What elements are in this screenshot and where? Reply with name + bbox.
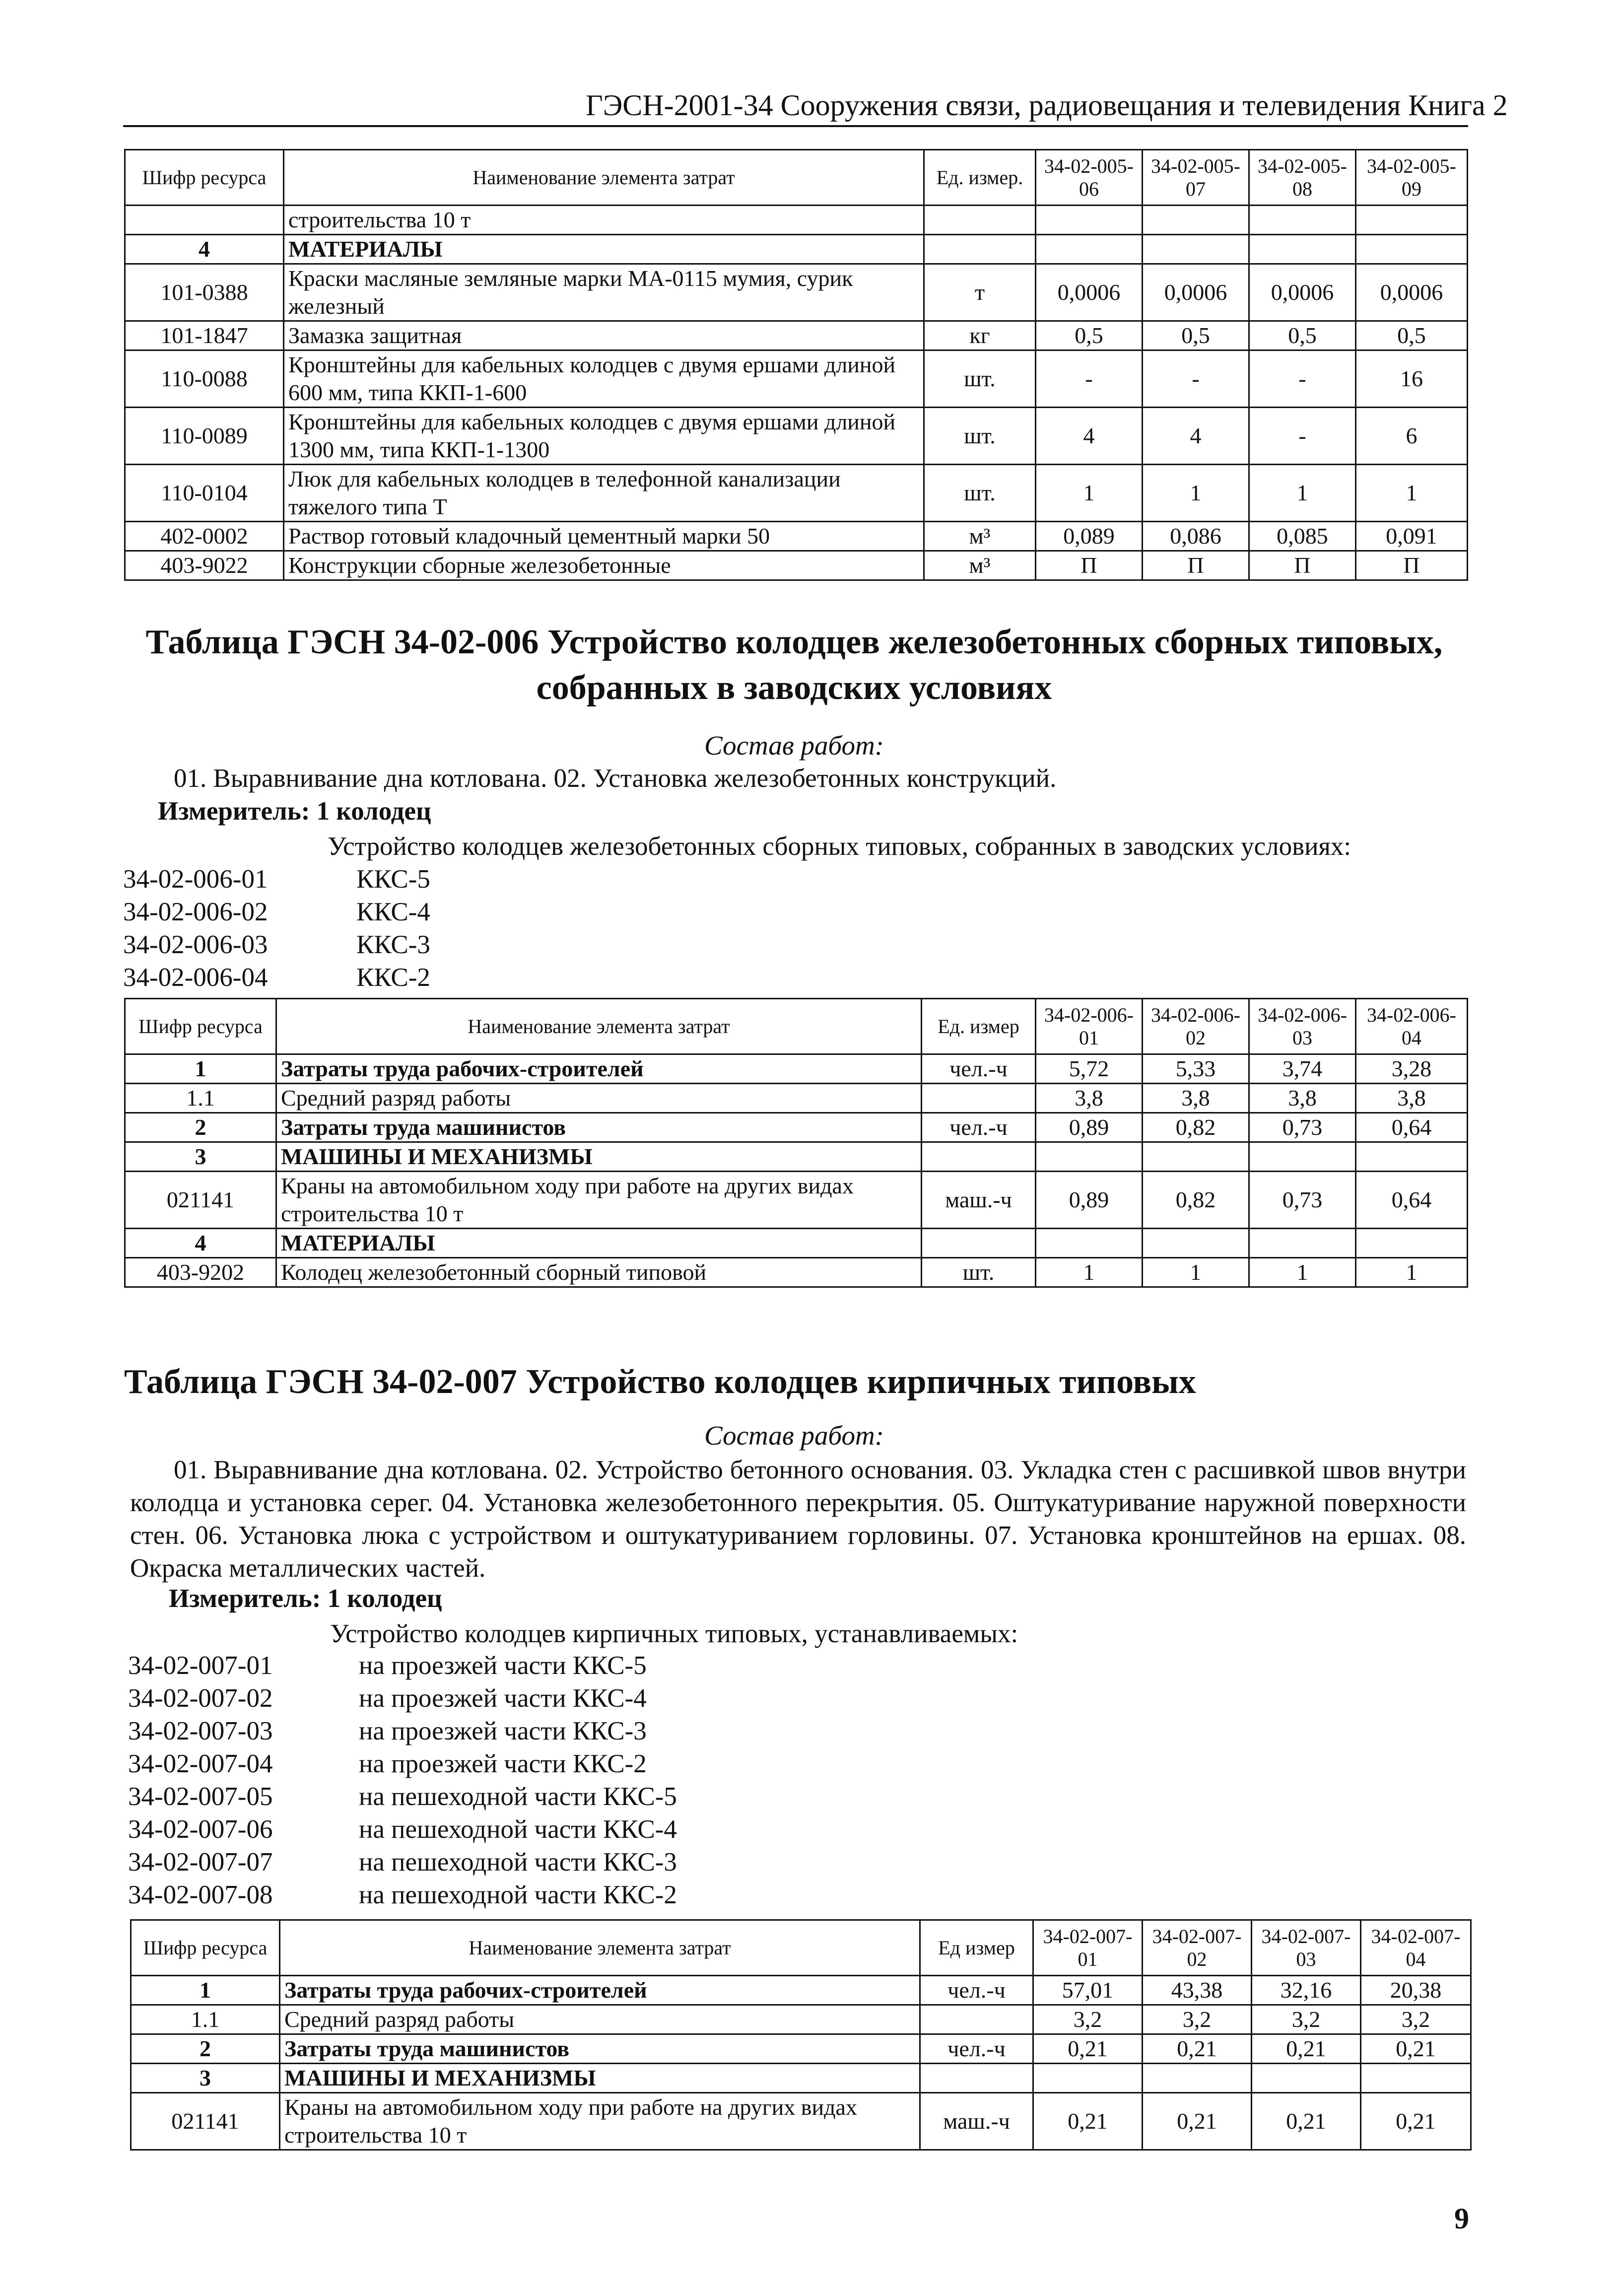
cell-unit bbox=[922, 1142, 1036, 1172]
cell-value: 0,21 bbox=[1361, 2034, 1471, 2064]
cell-unit: шт. bbox=[924, 408, 1036, 465]
cell-value: 3,8 bbox=[1249, 1084, 1356, 1113]
cell-value bbox=[1356, 1229, 1468, 1258]
cell-value: 0,89 bbox=[1036, 1113, 1143, 1142]
cell-value bbox=[1356, 206, 1468, 235]
cell-unit: маш.-ч bbox=[922, 1172, 1036, 1229]
item-text: на пешеходной части ККС-2 bbox=[359, 1880, 677, 1909]
cell-value: 0,0006 bbox=[1356, 264, 1468, 321]
cell-value: 0,21 bbox=[1033, 2034, 1143, 2064]
table-row bbox=[125, 264, 1468, 321]
cell-value: П bbox=[1249, 551, 1356, 580]
cell-value: 4 bbox=[1036, 408, 1143, 465]
cell-value: 0,21 bbox=[1252, 2034, 1361, 2064]
header-col: 34-02-005-08 bbox=[1249, 150, 1356, 206]
cell-unit bbox=[920, 2064, 1033, 2093]
cell-value bbox=[1356, 1142, 1468, 1172]
section-006-works: 01. Выравнивание дна котлована. 02. Установка железобетонных конструкций. bbox=[174, 764, 1057, 793]
cell-name: Затраты труда рабочих-строителей bbox=[280, 1976, 920, 2005]
header-col: 34-02-005-06 bbox=[1036, 150, 1143, 206]
cell-value: 0,21 bbox=[1143, 2034, 1252, 2064]
cell-value: 1 bbox=[1036, 1258, 1143, 1287]
cell-name: Кронштейны для кабельных колодцев с двумя ершами длиной 1300 мм, типа ККП-1-1300 bbox=[284, 408, 924, 465]
cell-unit: шт. bbox=[924, 465, 1036, 522]
item-text: на проезжей части ККС-4 bbox=[359, 1684, 647, 1713]
cell-name: Люк для кабельных колодцев в телефонной канализации тяжелого типа Т bbox=[284, 465, 924, 522]
table-header-row bbox=[125, 150, 1468, 206]
cell-name: Средний разряд работы bbox=[276, 1084, 922, 1113]
cell-name: МАТЕРИАЛЫ bbox=[276, 1229, 922, 1258]
cell-value: 1 bbox=[1036, 465, 1143, 522]
resource-table-007 bbox=[130, 1919, 1472, 2151]
table-row bbox=[125, 408, 1468, 465]
cell-name: Затраты труда машинистов bbox=[276, 1113, 922, 1142]
header-col: 34-02-006-04 bbox=[1356, 999, 1468, 1054]
cell-value: 3,8 bbox=[1356, 1084, 1468, 1113]
list-item bbox=[128, 1780, 1121, 1813]
cell-name: МАШИНЫ И МЕХАНИЗМЫ bbox=[276, 1142, 922, 1172]
cell-value: 1 bbox=[1356, 465, 1468, 522]
item-text: на проезжей части ККС-3 bbox=[359, 1717, 647, 1745]
header-col: 34-02-006-01 bbox=[1036, 999, 1143, 1054]
cell-unit: м³ bbox=[924, 522, 1036, 551]
cell-value: 0,0006 bbox=[1249, 264, 1356, 321]
cell-value: 3,2 bbox=[1252, 2005, 1361, 2034]
page-number: 9 bbox=[1454, 2202, 1469, 2235]
header-name: Наименование элемента затрат bbox=[276, 999, 922, 1054]
cell-name: строительства 10 т bbox=[284, 206, 924, 235]
cell-value: 20,38 bbox=[1361, 1976, 1471, 2005]
cell-value: 0,89 bbox=[1036, 1172, 1143, 1229]
cell-value: 0,0006 bbox=[1036, 264, 1143, 321]
cell-name: Замазка защитная bbox=[284, 321, 924, 350]
list-item bbox=[128, 1747, 1121, 1780]
cell-value: 0,21 bbox=[1361, 2093, 1471, 2150]
table-row bbox=[125, 1113, 1468, 1142]
table-row bbox=[125, 1172, 1468, 1229]
cell-value: 0,73 bbox=[1249, 1113, 1356, 1142]
table-header-row bbox=[131, 1920, 1471, 1976]
cell-value: 0,085 bbox=[1249, 522, 1356, 551]
cell-value: 0,5 bbox=[1356, 321, 1468, 350]
cell-value bbox=[1036, 235, 1143, 264]
cell-value: 5,72 bbox=[1036, 1054, 1143, 1084]
header-col: 34-02-005-07 bbox=[1143, 150, 1249, 206]
cell-value: - bbox=[1036, 350, 1143, 408]
item-code: 34-02-006-03 bbox=[123, 930, 268, 959]
cell-value: 0,73 bbox=[1249, 1172, 1356, 1229]
cell-code: 021141 bbox=[131, 2093, 280, 2150]
table-header-row bbox=[125, 999, 1468, 1054]
table-row bbox=[125, 551, 1468, 580]
cell-value: 0,21 bbox=[1033, 2093, 1143, 2150]
cell-value: - bbox=[1249, 350, 1356, 408]
table-row bbox=[125, 1142, 1468, 1172]
cell-value: 0,086 bbox=[1143, 522, 1249, 551]
cell-unit: м³ bbox=[924, 551, 1036, 580]
cell-unit: шт. bbox=[924, 350, 1036, 408]
cell-name: Затраты труда машинистов bbox=[280, 2034, 920, 2064]
header-col: 34-02-007-02 bbox=[1143, 1920, 1252, 1976]
cell-code: 110-0104 bbox=[125, 465, 284, 522]
table-row bbox=[125, 1229, 1468, 1258]
cell-value bbox=[1252, 2064, 1361, 2093]
table-row bbox=[131, 1976, 1471, 2005]
cell-name: Затраты труда рабочих-строителей bbox=[276, 1054, 922, 1084]
header-code: Шифр ресурса bbox=[125, 150, 284, 206]
cell-value bbox=[1036, 1142, 1143, 1172]
table-row bbox=[131, 2064, 1471, 2093]
cell-value bbox=[1361, 2064, 1471, 2093]
item-text: на пешеходной части ККС-5 bbox=[359, 1782, 677, 1811]
cell-code: 101-1847 bbox=[125, 321, 284, 350]
cell-value: 0,091 bbox=[1356, 522, 1468, 551]
cell-value: - bbox=[1143, 350, 1249, 408]
cell-value bbox=[1356, 235, 1468, 264]
cell-code: 403-9022 bbox=[125, 551, 284, 580]
cell-value: 1 bbox=[1143, 1258, 1249, 1287]
section-007-meter: Измеритель: 1 колодец bbox=[169, 1584, 442, 1613]
section-007-title: Таблица ГЭСН 34-02-007 Устройство колодцев кирпичных типовых bbox=[124, 1363, 1196, 1401]
cell-value: 0,82 bbox=[1143, 1113, 1249, 1142]
section-006-meter: Измеритель: 1 колодец bbox=[158, 797, 431, 826]
item-text: на пешеходной части ККС-3 bbox=[359, 1848, 677, 1877]
header-col: 34-02-007-01 bbox=[1033, 1920, 1143, 1976]
item-code: 34-02-006-02 bbox=[123, 898, 268, 926]
cell-value: 57,01 bbox=[1033, 1976, 1143, 2005]
section-007-items bbox=[128, 1649, 1121, 1911]
cell-value: 43,38 bbox=[1143, 1976, 1252, 2005]
table-row bbox=[131, 2093, 1471, 2150]
item-text: ККС-4 bbox=[356, 898, 430, 926]
cell-value: 1 bbox=[1249, 1258, 1356, 1287]
list-item bbox=[128, 1879, 1121, 1911]
cell-value bbox=[1249, 1142, 1356, 1172]
item-code: 34-02-007-07 bbox=[128, 1848, 273, 1877]
list-item bbox=[128, 1649, 1121, 1682]
cell-code: 3 bbox=[131, 2064, 280, 2093]
cell-unit bbox=[924, 206, 1036, 235]
cell-value: П bbox=[1036, 551, 1143, 580]
cell-value: П bbox=[1143, 551, 1249, 580]
cell-code: 4 bbox=[125, 235, 284, 264]
item-code: 34-02-007-08 bbox=[128, 1880, 273, 1909]
table-row bbox=[125, 465, 1468, 522]
table-row bbox=[131, 2005, 1471, 2034]
cell-code: 1.1 bbox=[125, 1084, 276, 1113]
list-item bbox=[123, 961, 1116, 994]
cell-value: 0,64 bbox=[1356, 1113, 1468, 1142]
cell-value: - bbox=[1249, 408, 1356, 465]
header-col: 34-02-006-02 bbox=[1143, 999, 1249, 1054]
table-row bbox=[131, 2034, 1471, 2064]
cell-name: Средний разряд работы bbox=[280, 2005, 920, 2034]
list-item bbox=[128, 1846, 1121, 1879]
cell-unit bbox=[920, 2005, 1033, 2034]
cell-value: 0,21 bbox=[1143, 2093, 1252, 2150]
header-col: 34-02-005-09 bbox=[1356, 150, 1468, 206]
resource-table-005 bbox=[124, 149, 1468, 581]
cell-unit bbox=[922, 1229, 1036, 1258]
header-col: 34-02-006-03 bbox=[1249, 999, 1356, 1054]
cell-value: 4 bbox=[1143, 408, 1249, 465]
cell-code: 2 bbox=[125, 1113, 276, 1142]
header-rule bbox=[123, 125, 1468, 127]
item-code: 34-02-006-04 bbox=[123, 963, 268, 992]
cell-value: 0,0006 bbox=[1143, 264, 1249, 321]
header-code: Шифр ресурса bbox=[131, 1920, 280, 1976]
cell-value: 3,2 bbox=[1033, 2005, 1143, 2034]
cell-code: 110-0089 bbox=[125, 408, 284, 465]
cell-unit: чел.-ч bbox=[922, 1054, 1036, 1084]
item-code: 34-02-007-01 bbox=[128, 1651, 273, 1680]
cell-value: 6 bbox=[1356, 408, 1468, 465]
cell-value bbox=[1249, 206, 1356, 235]
cell-code: 2 bbox=[131, 2034, 280, 2064]
item-code: 34-02-006-01 bbox=[123, 865, 268, 894]
table-row bbox=[125, 235, 1468, 264]
cell-name: Краски масляные земляные марки МА-0115 мумия, сурик железный bbox=[284, 264, 924, 321]
cell-value: 16 bbox=[1356, 350, 1468, 408]
item-code: 34-02-007-02 bbox=[128, 1684, 273, 1713]
section-007-works: 01. Выравнивание дна котлована. 02. Устройство бетонного основания. 03. Укладка стен с расшивкой швов внутри колодца и установка серег. 04. Установка железобетонного перекрытия. 05. Оштукатуривание наружной поверхности стен. 06. Установка люка с устройством и оштукатуриванием горловины. 07. Установка кронштейнов на ершах. 08. Окраска металлических частей. bbox=[130, 1456, 1466, 1583]
list-item bbox=[123, 863, 1116, 896]
cell-name: Краны на автомобильном ходу при работе на других видах строительства 10 т bbox=[280, 2093, 920, 2150]
table-row bbox=[125, 1084, 1468, 1113]
cell-unit: маш.-ч bbox=[920, 2093, 1033, 2150]
resource-table-006 bbox=[124, 998, 1468, 1288]
cell-value: 32,16 bbox=[1252, 1976, 1361, 2005]
item-text: на проезжей части ККС-2 bbox=[359, 1749, 647, 1778]
cell-code: 4 bbox=[125, 1229, 276, 1258]
cell-value: 1 bbox=[1356, 1258, 1468, 1287]
item-code: 34-02-007-04 bbox=[128, 1749, 273, 1778]
cell-name: Колодец железобетонный сборный типовой bbox=[276, 1258, 922, 1287]
cell-name: Кронштейны для кабельных колодцев с двумя ершами длиной 600 мм, типа ККП-1-600 bbox=[284, 350, 924, 408]
cell-value: 5,33 bbox=[1143, 1054, 1249, 1084]
cell-value: 3,8 bbox=[1036, 1084, 1143, 1113]
table-row bbox=[125, 321, 1468, 350]
cell-name: Раствор готовый кладочный цементный марки 50 bbox=[284, 522, 924, 551]
list-item bbox=[128, 1715, 1121, 1747]
cell-value: 0,82 bbox=[1143, 1172, 1249, 1229]
cell-unit bbox=[924, 235, 1036, 264]
cell-value bbox=[1036, 1229, 1143, 1258]
cell-unit: чел.-ч bbox=[920, 1976, 1033, 2005]
cell-value: 3,2 bbox=[1143, 2005, 1252, 2034]
cell-value: 1 bbox=[1249, 465, 1356, 522]
cell-value: 3,28 bbox=[1356, 1054, 1468, 1084]
header-name: Наименование элемента затрат bbox=[284, 150, 924, 206]
item-text: ККС-5 bbox=[356, 865, 430, 894]
table-row bbox=[125, 206, 1468, 235]
cell-unit: кг bbox=[924, 321, 1036, 350]
section-007-intro: Устройство колодцев кирпичных типовых, устанавливаемых: bbox=[330, 1619, 1018, 1648]
item-text: ККС-3 bbox=[356, 930, 430, 959]
cell-value bbox=[1143, 1142, 1249, 1172]
cell-value bbox=[1033, 2064, 1143, 2093]
cell-code: 403-9202 bbox=[125, 1258, 276, 1287]
running-header: ГЭСН-2001-34 Сооружения связи, радиовещания и телевидения Книга 2 bbox=[586, 89, 1508, 122]
cell-value: 0,5 bbox=[1036, 321, 1143, 350]
header-col: 34-02-007-04 bbox=[1361, 1920, 1471, 1976]
header-code: Шифр ресурса bbox=[125, 999, 276, 1054]
cell-code: 1 bbox=[131, 1976, 280, 2005]
header-name: Наименование элемента затрат bbox=[280, 1920, 920, 1976]
list-item bbox=[123, 896, 1116, 928]
header-col: 34-02-007-03 bbox=[1252, 1920, 1361, 1976]
cell-name: МАШИНЫ И МЕХАНИЗМЫ bbox=[280, 2064, 920, 2093]
list-item bbox=[123, 928, 1116, 961]
header-unit: Ед. измер. bbox=[924, 150, 1036, 206]
cell-code: 110-0088 bbox=[125, 350, 284, 408]
cell-value: 0,5 bbox=[1249, 321, 1356, 350]
table-row bbox=[125, 522, 1468, 551]
cell-value bbox=[1143, 2064, 1252, 2093]
item-text: на проезжей части ККС-5 bbox=[359, 1651, 647, 1680]
table-row bbox=[125, 1258, 1468, 1287]
cell-value: П bbox=[1356, 551, 1468, 580]
section-006-items bbox=[123, 863, 1116, 994]
list-item bbox=[128, 1682, 1121, 1715]
cell-code: 402-0002 bbox=[125, 522, 284, 551]
cell-unit: чел.-ч bbox=[922, 1113, 1036, 1142]
cell-value: 0,5 bbox=[1143, 321, 1249, 350]
cell-code: 1.1 bbox=[131, 2005, 280, 2034]
item-text: ККС-2 bbox=[356, 963, 430, 992]
cell-code: 101-0388 bbox=[125, 264, 284, 321]
cell-code: 1 bbox=[125, 1054, 276, 1084]
cell-value: 3,74 bbox=[1249, 1054, 1356, 1084]
item-code: 34-02-007-05 bbox=[128, 1782, 273, 1811]
cell-value: 3,8 bbox=[1143, 1084, 1249, 1113]
cell-value: 0,64 bbox=[1356, 1172, 1468, 1229]
cell-code bbox=[125, 206, 284, 235]
cell-value: 0,089 bbox=[1036, 522, 1143, 551]
cell-value bbox=[1143, 1229, 1249, 1258]
section-006-intro: Устройство колодцев железобетонных сборных типовых, собранных в заводских условиях: bbox=[328, 832, 1351, 861]
cell-code: 021141 bbox=[125, 1172, 276, 1229]
section-007-subtitle: Состав работ: bbox=[704, 1420, 884, 1451]
cell-unit bbox=[922, 1084, 1036, 1113]
list-item bbox=[128, 1813, 1121, 1846]
cell-unit: т bbox=[924, 264, 1036, 321]
cell-value bbox=[1249, 1229, 1356, 1258]
header-unit: Ед. измер bbox=[922, 999, 1036, 1054]
cell-name: Конструкции сборные железобетонные bbox=[284, 551, 924, 580]
cell-unit: шт. bbox=[922, 1258, 1036, 1287]
cell-unit: чел.-ч bbox=[920, 2034, 1033, 2064]
cell-value: 0,21 bbox=[1252, 2093, 1361, 2150]
cell-value bbox=[1143, 206, 1249, 235]
cell-name: Краны на автомобильном ходу при работе на других видах строительства 10 т bbox=[276, 1172, 922, 1229]
cell-value bbox=[1249, 235, 1356, 264]
item-code: 34-02-007-03 bbox=[128, 1717, 273, 1745]
section-006-title: Таблица ГЭСН 34-02-006 Устройство колодцев железобетонных сборных типовых, собранных в заводских условиях bbox=[145, 623, 1443, 707]
cell-value: 1 bbox=[1143, 465, 1249, 522]
cell-value: 3,2 bbox=[1361, 2005, 1471, 2034]
cell-value bbox=[1036, 206, 1143, 235]
item-text: на пешеходной части ККС-4 bbox=[359, 1815, 677, 1844]
cell-code: 3 bbox=[125, 1142, 276, 1172]
cell-name: МАТЕРИАЛЫ bbox=[284, 235, 924, 264]
table-row bbox=[125, 1054, 1468, 1084]
header-unit: Ед измер bbox=[920, 1920, 1033, 1976]
section-006-subtitle: Состав работ: bbox=[704, 730, 884, 761]
cell-value bbox=[1143, 235, 1249, 264]
table-row bbox=[125, 350, 1468, 408]
item-code: 34-02-007-06 bbox=[128, 1815, 273, 1844]
